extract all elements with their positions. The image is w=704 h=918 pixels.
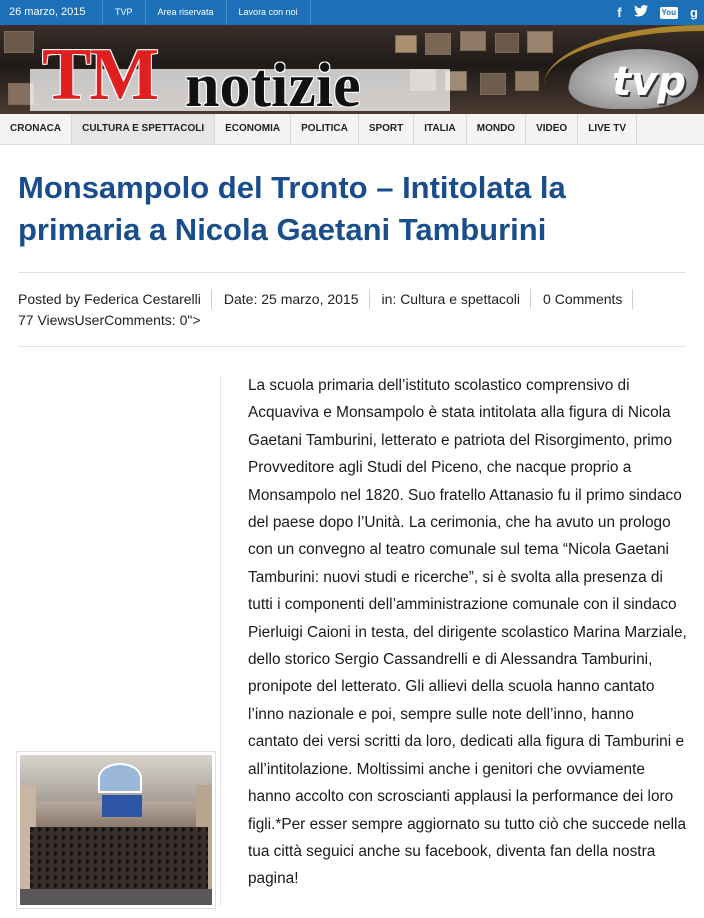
facebook-icon[interactable]: f — [617, 5, 622, 20]
google-plus-icon[interactable]: g — [690, 5, 698, 20]
top-link-tvp[interactable]: TVP — [103, 0, 146, 25]
meta-author[interactable]: Posted by Federica Cestarelli — [18, 289, 212, 309]
nav-item-live-tv[interactable]: LIVE TV — [578, 114, 637, 144]
logo-tm: TM — [42, 34, 158, 114]
header-banner[interactable] — [0, 25, 704, 114]
article-title: Monsampolo del Tronto – Intitolata la primaria a Nicola Gaetani Tamburini — [18, 170, 566, 247]
banner-tile — [425, 33, 451, 55]
meta-views: 77 ViewsUserComments: 0"> — [18, 312, 201, 328]
banner-tile — [495, 33, 519, 53]
banner-tile — [527, 31, 553, 53]
nav-item-cultura-e-spettacoli[interactable]: CULTURA E SPETTACOLI — [72, 114, 215, 144]
photo-window — [98, 763, 142, 793]
twitter-icon[interactable] — [634, 0, 648, 25]
nav-item-italia[interactable]: ITALIA — [414, 114, 466, 144]
photo-stage — [102, 795, 142, 817]
nav-item-sport[interactable]: SPORT — [359, 114, 414, 144]
meta-comments[interactable]: 0 Comments — [543, 289, 633, 309]
meta-divider — [18, 346, 686, 347]
article-meta — [18, 289, 688, 330]
logo-notizie: notizie — [185, 52, 361, 114]
youtube-icon[interactable]: You — [661, 7, 677, 17]
meta-date: Date: 25 marzo, 2015 — [224, 289, 370, 309]
banner-tile — [480, 73, 506, 95]
banner-tile — [515, 71, 539, 91]
current-date: 26 marzo, 2015 — [0, 0, 103, 25]
social-links — [617, 0, 704, 25]
banner-tile — [4, 31, 34, 53]
article-body: La scuola primaria dell’istituto scolastico comprensivo di Acquaviva e Monsampolo è stata intitolata alla figura di Nicola Gaetani Tamburini, letterato e patriota del Risorgimento, primo Provveditore agli Studi del Piceno, che nacque proprio a Monsampolo nel 1820. Suo fratello Attanasio fu il primo sindaco del paese dopo l’Unità. La cerimonia, che ha avuto un prologo con un convegno al teatro comunale sul tema “Nicola Gaetani Tamburini: nuovi studi e ricerche”, si è svolta alla presenza di tutti i componenti dell’amministrazione comunale con il sindaco Pierluigi Caioni in testa, del dirigente scolastico Marina Marziale, dello storico Sergio Cassandrelli e di Alessandra Tamburini, pronipote del letterato. Gli allievi della scuola hanno cantato l’inno nazionale e poi, sempre sulle note dell’inno, hanno cantato dei versi scritti da loro, dedicati alla figura di Tamburini e all’intitolazione. Moltissimi anche i genitori che ovviamente hanno accolto con scroscianti applausi la performance dei loro figli.*Per esser sempre aggiornato su tutto ciò che succede nella tua città seguici anche su facebook, diventa fan della nostra pagina! — [248, 377, 687, 888]
nav-item-politica[interactable]: POLITICA — [291, 114, 359, 144]
top-bar — [0, 0, 704, 25]
top-link-lavora-con-noi[interactable]: Lavora con noi — [227, 0, 311, 25]
tvp-logo-text: tvp — [612, 59, 686, 105]
banner-tile — [395, 35, 417, 53]
banner-tile — [460, 31, 486, 51]
title-divider — [18, 272, 686, 273]
article-photo[interactable] — [17, 752, 215, 908]
sidebar-divider — [220, 376, 221, 906]
nav-item-cronaca[interactable]: CRONACA — [0, 114, 72, 144]
nav-item-mondo[interactable]: MONDO — [467, 114, 526, 144]
main-nav — [0, 114, 704, 145]
meta-category[interactable]: in: Cultura e spettacoli — [382, 289, 532, 309]
top-link-area-riservata[interactable]: Area riservata — [146, 0, 227, 25]
photo-floor — [20, 889, 212, 908]
nav-item-video[interactable]: VIDEO — [526, 114, 578, 144]
photo-crowd — [30, 827, 208, 889]
nav-item-economia[interactable]: ECONOMIA — [215, 114, 291, 144]
